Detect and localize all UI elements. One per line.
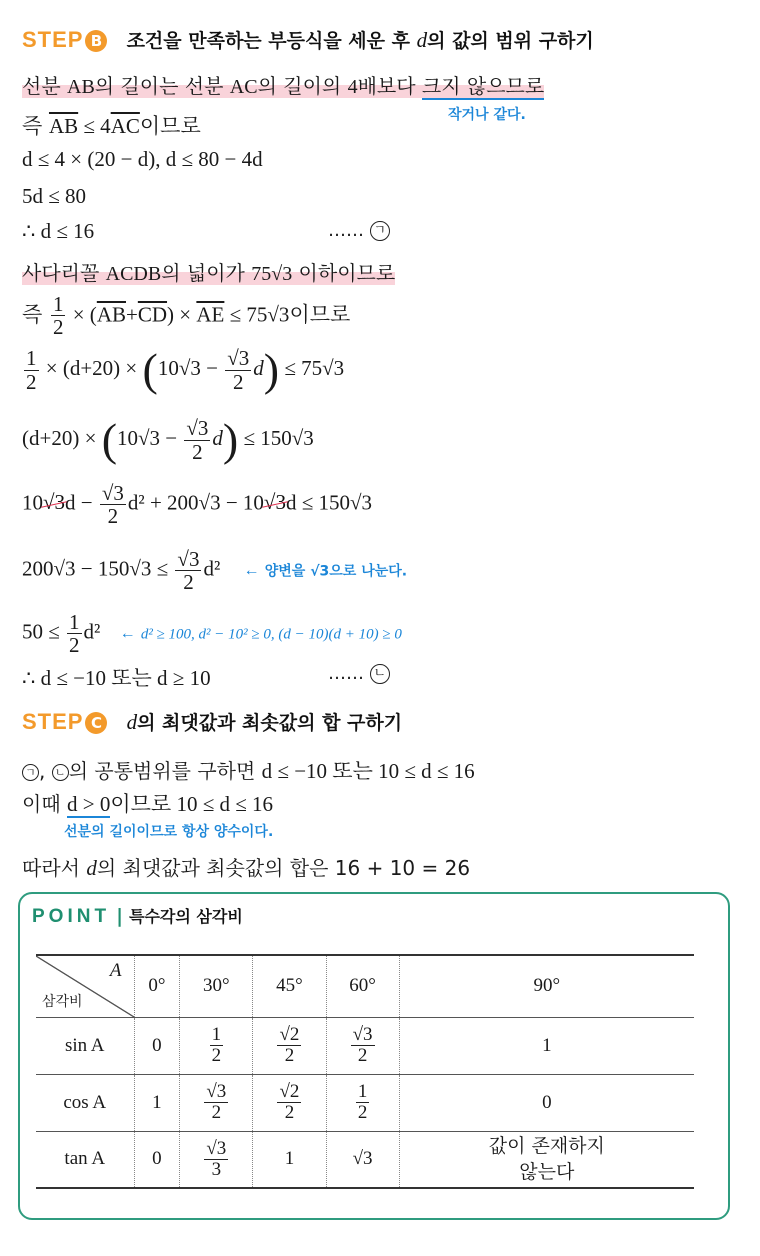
math: ≤ 150√3 [238,425,314,450]
note-positive-length: 선분의 길이이므로 항상 양수이다. [64,824,274,840]
numerator: 1 [52,292,64,316]
math: (d+20) × [22,425,102,450]
math: d ≤ −10 또는 10 ≤ d ≤ 16 [261,759,475,783]
c-line-1 [22,755,475,785]
condition-1 [22,70,544,99]
step-letter-badge: B [85,30,107,52]
fraction [351,1025,375,1066]
math: ≤ 75√3 [279,355,345,380]
math: × (d+20) × [40,355,143,380]
numerator: √3 [186,416,209,441]
step-label: STEP [22,709,84,734]
header-0deg: 0° [134,955,180,1017]
text: 따라서 [22,856,87,880]
dots: …… [328,663,364,684]
numerator: √3 [206,1137,227,1159]
text: 사다리꼴 [22,261,106,285]
note-divide-root3: 양변을 √3으로 나눈다. [264,563,408,580]
math-underlined: d > 0 [67,792,111,816]
math: 10 [22,490,43,515]
fraction [277,1025,301,1066]
denominator: 2 [192,439,203,464]
numerator: √2 [279,1081,300,1103]
text: 이하이므로 [292,261,396,285]
denominator: 2 [69,633,80,658]
table-corner-cell [36,955,134,1017]
paren-close: ) [263,344,280,395]
paren-open: ( [101,414,118,465]
numerator: 1 [69,610,80,634]
cell [326,1074,399,1131]
text: 의 공통범위를 구하면 [68,759,262,783]
line-1 [22,110,201,140]
text: 즉 [22,114,49,138]
cell [180,1074,253,1131]
point-title: 특수각의 삼각비 [129,907,243,926]
divider: | [116,905,124,927]
numerator: √3 [227,346,250,371]
cell: 0 [134,1131,180,1188]
cell [253,1074,326,1131]
trapezoid-name: ACDB [105,263,162,285]
math: 10√3 − [157,355,224,380]
denominator: 2 [26,369,37,394]
cell [180,1017,253,1074]
cancelled-term: √3 [43,490,66,515]
segment-ac: AC [229,76,258,98]
note-less-or-equal: 작거나 같다. [448,107,526,123]
paren-open: ( [142,344,158,395]
line-8 [22,482,372,527]
math: d ≤ 150√3 [285,490,373,515]
segment-ac-bar: $\overline{AC}$ [110,114,140,138]
numerator: 1 [357,1081,368,1103]
numerator: √3 [101,481,124,505]
text: 값이 존재하지 [488,1134,605,1157]
circle-symbol-1: ㄱ [22,764,39,781]
segment-ab: AB [67,76,95,98]
text: , [39,759,52,783]
denominator: 2 [233,369,244,394]
numerator: 1 [211,1024,222,1046]
ratio-label: 삼각비 [42,993,83,1010]
denominator: 2 [284,1102,295,1123]
denominator: 2 [107,504,119,529]
fraction-root3-over-2 [100,482,126,527]
condition-2 [22,257,395,286]
math: d − [65,490,98,515]
step-title-var: d [126,710,138,734]
segment-ae-bar: $\overline{AE}$ [196,302,225,327]
fraction [277,1082,301,1123]
header-30deg: 30° [180,955,253,1017]
text: 않는다 [519,1161,575,1184]
cell: 1 [253,1131,326,1188]
c1-number: 4 [347,76,358,98]
math: ≤ 75√3 [224,302,290,327]
fraction-half [67,611,82,656]
denominator: 2 [284,1045,295,1066]
text: 의 넓이가 [161,261,252,285]
c-line-3 [22,852,470,881]
c-line-2 [22,788,273,818]
c1-text: 의 길이의 [257,74,348,98]
table-row-cos [36,1074,694,1131]
step-title-var: d [416,28,428,52]
fraction-root3-over-2 [225,347,251,392]
math: 10√3 − [117,425,183,450]
cancelled-term: √3 [263,490,286,515]
angle-label: A [109,960,122,981]
step-title-text: 의 최댓값과 최솟값의 합 구하기 [137,712,403,734]
denominator: 2 [52,315,64,340]
c1-text: 의 길이는 선분 [94,74,230,98]
fraction-half [24,347,39,392]
step-title-text: 조건을 만족하는 부등식을 세운 후 [126,30,417,52]
arrow-left-icon: ← [243,562,260,580]
line-10 [22,611,402,656]
numerator: √3 [352,1024,373,1046]
line-9 [22,548,407,593]
c1-text: 선분 [22,74,67,98]
math: + [126,302,138,327]
line-5 [22,293,350,338]
marker-2 [328,663,390,684]
segment-cd-bar: $\overline{CD}$ [137,302,168,327]
circle-symbol-2: ㄴ [52,764,69,781]
math: d² + 200√3 − 10 [127,490,264,515]
row-label-cos: cos A [36,1074,134,1131]
c1-text: 배보다 [357,74,422,98]
numerator: √3 [206,1081,227,1103]
cell [253,1017,326,1074]
step-label: STEP [22,27,84,52]
line-11: ∴ d ≤ −10 또는 d ≥ 10 [22,666,211,690]
step-title-text-end: 의 값의 범위 구하기 [427,30,594,52]
denominator: 2 [183,570,194,595]
var-d: d [253,355,264,380]
fraction-root3-over-2 [175,548,201,593]
step-letter-badge: C [85,712,107,734]
cell: 0 [134,1017,180,1074]
header-90deg: 90° [399,955,694,1017]
condition-2-highlight [22,261,395,285]
circle-symbol-2: ㄴ [370,664,390,684]
row-label-sin: sin A [36,1017,134,1074]
fraction-half [51,293,66,338]
line-4: ∴ d ≤ 16 [22,219,95,243]
numerator: √2 [279,1024,300,1046]
header-45deg: 45° [253,955,326,1017]
cell [326,1017,399,1074]
cell: 1 [134,1074,180,1131]
text: 의 최댓값과 최솟값의 합은 16 + 10 = 26 [96,856,471,880]
fraction [210,1025,224,1066]
table-header-row [36,955,694,1017]
math: ) × [167,302,197,327]
area-value: 75√3 [251,263,293,285]
step-b-header [22,26,594,53]
denominator: 2 [211,1045,222,1066]
table-row-sin [36,1017,694,1074]
text: 이므로 [289,302,351,327]
step-title [127,30,594,52]
note-factorization: d² ≥ 100, d² − 10² ≥ 0, (d − 10)(d + 10) ≥ 0 [140,626,402,643]
denominator: 2 [357,1102,368,1123]
fraction-root3-over-2 [184,417,210,462]
math: d² [83,619,101,644]
line-3: 5d ≤ 80 [22,184,87,208]
math: 50 ≤ [22,619,66,644]
segment-ab-bar: $\overline{AB}$ [48,114,79,138]
circle-symbol-1: ㄱ [370,221,390,241]
denominator: 3 [211,1158,222,1180]
segment-ab-bar: $\overline{AB}$ [96,302,126,327]
step-c-header [22,708,402,735]
text: 이때 [22,792,67,816]
table-row-tan [36,1131,694,1188]
line-6 [22,344,345,395]
line-7 [22,414,314,465]
condition-1-highlight [22,74,544,98]
step-title [127,712,403,734]
text: 이므로 [139,114,201,138]
math: ≤ 4 [78,114,111,138]
row-label-tan: tan A [36,1131,134,1188]
fraction [204,1082,228,1123]
point-header [32,904,243,928]
math: 200√3 − 150√3 ≤ [22,556,174,581]
math: d² [203,556,221,581]
denominator: 2 [211,1102,222,1123]
denominator: 2 [357,1045,368,1066]
trig-ratio-table [36,954,694,1189]
header-60deg: 60° [326,955,399,1017]
arrow-left-icon: ← [119,625,136,643]
math: 이므로 10 ≤ d ≤ 16 [110,792,274,816]
line-2: d ≤ 4 × (20 − d), d ≤ 80 − 4d [22,147,263,171]
cell-undefined [399,1131,694,1188]
cell: 1 [399,1017,694,1074]
var-d: d [86,856,97,880]
numerator: √3 [177,547,200,571]
dots: …… [328,220,364,241]
math: × ( [67,302,97,327]
cell: √3 [326,1131,399,1188]
point-label: POINT [32,906,111,927]
text: 즉 [22,302,49,327]
cell: 0 [399,1074,694,1131]
fraction [356,1082,370,1123]
numerator: 1 [26,346,37,371]
var-d: d [212,425,223,450]
cell [180,1131,253,1188]
marker-1 [328,220,390,241]
fraction [204,1139,228,1180]
paren-close: ) [222,414,239,465]
c1-underlined-text: 크지 않으므로 [421,74,545,98]
